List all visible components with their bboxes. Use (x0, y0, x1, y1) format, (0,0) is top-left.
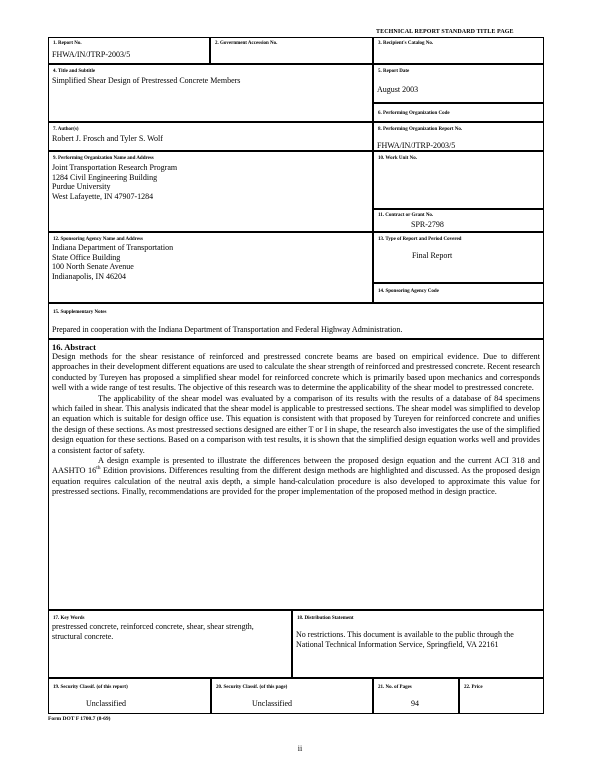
cell-report-date (373, 64, 544, 103)
label-sponsoring-agency: 12. Sponsoring Agency Name and Address (53, 237, 143, 242)
value-sponsoring-line-1: Indiana Department of Transportation (52, 243, 174, 252)
abstract-p3-part-b: Edition provisions. Differences resulting from the different design methods are highlighted and discussed. As the proposed design equation requires calculation of the neutral axis depth, a simple hand-calculation procedure is also developed to approximate this value for prestressed sections. Finally, recommendations are provided for the proper implementation of the proposed method in design practice. (52, 466, 540, 497)
cell-security-page (211, 678, 373, 714)
value-sponsoring-line-2: State Office Building (52, 252, 121, 262)
cell-perf-org-code (373, 103, 544, 122)
cell-perf-org-report-no (373, 122, 544, 151)
abstract-body (52, 352, 540, 498)
value-report-no: FHWA/IN/JTRP-2003/5 (52, 50, 131, 59)
value-title-subtitle: Simplified Shear Design of Prestressed Concrete Members (52, 76, 241, 85)
label-report-type: 13. Type of Report and Period Covered (378, 237, 462, 242)
value-perf-org-line-3: Purdue University (52, 182, 111, 191)
label-authors: 7. Author(s) (53, 127, 79, 132)
label-security-report: 19. Security Classif. (of this report) (53, 685, 128, 690)
cell-abstract (48, 339, 544, 610)
cell-security-report (48, 678, 211, 714)
cell-contract-grant-no (373, 209, 544, 232)
label-work-unit-no: 10. Work Unit No. (378, 156, 417, 161)
cell-gov-accession (210, 37, 373, 64)
label-perf-org-name: 9. Performing Organization Name and Address (53, 156, 154, 161)
value-num-pages: 94 (411, 699, 419, 708)
value-perf-org-line-4: West Lafayette, IN 47907-1284 (52, 191, 154, 201)
label-price: 22. Price (464, 685, 483, 690)
value-supplementary-notes: Prepared in cooperation with the Indiana Department of Transportation and Federal Highway Administration. (52, 325, 403, 334)
abstract-paragraph-3 (52, 456, 540, 498)
cell-report-type (373, 232, 544, 283)
abstract-paragraph-2: The applicability of the shear model was evaluated by a comparison of its results with the results of a database of 84 specimens which failed in shear. This analysis indicated that the shear model is applicable to prestressed sections. The shear model was simplified to develop an equation which is suitable for design office use. This equation is consistent with that proposed by Tureyen for reinforced concrete and unifies the design of these sections. As most prestressed sections designed are either T or I in shape, the research also investigates the use of the simplified design equation for these sections. Based on a comparison with test results, it is shown that the simplified design equation works well and provides a consistent factor of safety. (52, 393, 540, 455)
cell-key-words (48, 610, 292, 678)
label-report-date: 5. Report Date (378, 69, 410, 74)
value-security-page: Unclassified (252, 699, 292, 708)
cell-distribution (292, 610, 544, 678)
value-distribution: No restrictions. This document is available to the public through the National Technical Information Service, Springfield, VA 22161 (296, 630, 514, 649)
label-recipient-catalog: 3. Recipient's Catalog No. (378, 41, 434, 46)
label-security-page: 20. Security Classif. (of this page) (216, 685, 288, 690)
label-sponsoring-code: 14. Sponsoring Agency Code (378, 289, 439, 294)
abstract-paragraph-1: Design methods for the shear resistance of reinforced and prestressed concrete beams are based on empirical evidence. Due to different approaches in their development different equations are used to calculate the shear strength of reinforced and prestressed concrete. Recent research conducted by Tureyen has proposed a simplified shear model for reinforced concrete which is primarily based upon mechanics and corresponds well with a wide range of test results. The objective of this research was to determine the applicability of the shear model to prestressed concrete. (52, 352, 540, 393)
label-num-pages: 21. No. of Pages (378, 685, 412, 690)
label-supplementary-notes: 15. Supplementary Notes (53, 310, 107, 315)
cell-perf-org-name (48, 151, 373, 232)
cell-num-pages (373, 678, 459, 714)
cell-supplementary-notes (48, 303, 544, 339)
value-perf-org-line-1: Joint Transportation Research Program (52, 163, 178, 172)
value-report-type: Final Report (412, 251, 453, 260)
cell-recipient-catalog (373, 37, 544, 64)
abstract-p3-superscript: th (96, 465, 101, 472)
value-contract-grant-no: SPR-2798 (411, 220, 444, 229)
label-distribution: 18. Distribution Statement (297, 616, 354, 621)
abstract-p3-part-a: A design example is presented to illustrate the differences between the proposed design equation and the current ACI 318 and AASHTO 16 (52, 456, 540, 476)
page-number: ii (297, 744, 303, 753)
value-sponsoring-line-4: Indianapolis, IN 46204 (52, 271, 126, 281)
value-sponsoring-line-3: 100 North Senate Avenue (52, 262, 134, 271)
label-key-words: 17. Key Words (53, 616, 85, 621)
label-gov-accession: 2. Government Accession No. (215, 41, 278, 46)
value-report-date: August 2003 (377, 85, 419, 94)
label-perf-org-report-no: 8. Performing Organization Report No. (378, 127, 463, 132)
cell-title-subtitle (48, 64, 373, 122)
value-authors: Robert J. Frosch and Tyler S. Wolf (52, 134, 163, 143)
value-perf-org-report-no: FHWA/IN/JTRP-2003/5 (377, 141, 456, 150)
form-number: Form DOT F 1700.7 (8-69) (48, 716, 111, 722)
cell-report-no (48, 37, 210, 64)
label-report-no: 1. Report No. (53, 41, 82, 46)
label-contract-grant-no: 11. Contract or Grant No. (378, 213, 434, 218)
cell-price (459, 678, 544, 714)
form-title: TECHNICAL REPORT STANDARD TITLE PAGE (376, 29, 514, 35)
value-perf-org-line-2: 1284 Civil Engineering Building (52, 172, 158, 182)
value-security-report: Unclassified (86, 699, 126, 708)
cell-sponsoring-code (373, 283, 544, 303)
label-perf-org-code: 6. Performing Organization Code (378, 111, 450, 116)
cell-work-unit-no (373, 151, 544, 209)
cell-sponsoring-agency (48, 232, 373, 303)
value-key-words: prestressed concrete, reinforced concrete, shear, shear strength, structural concrete. (52, 622, 254, 641)
label-title-subtitle: 4. Title and Subtitle (53, 69, 96, 74)
label-abstract: 16. Abstract (52, 342, 96, 352)
cell-authors (48, 122, 373, 151)
